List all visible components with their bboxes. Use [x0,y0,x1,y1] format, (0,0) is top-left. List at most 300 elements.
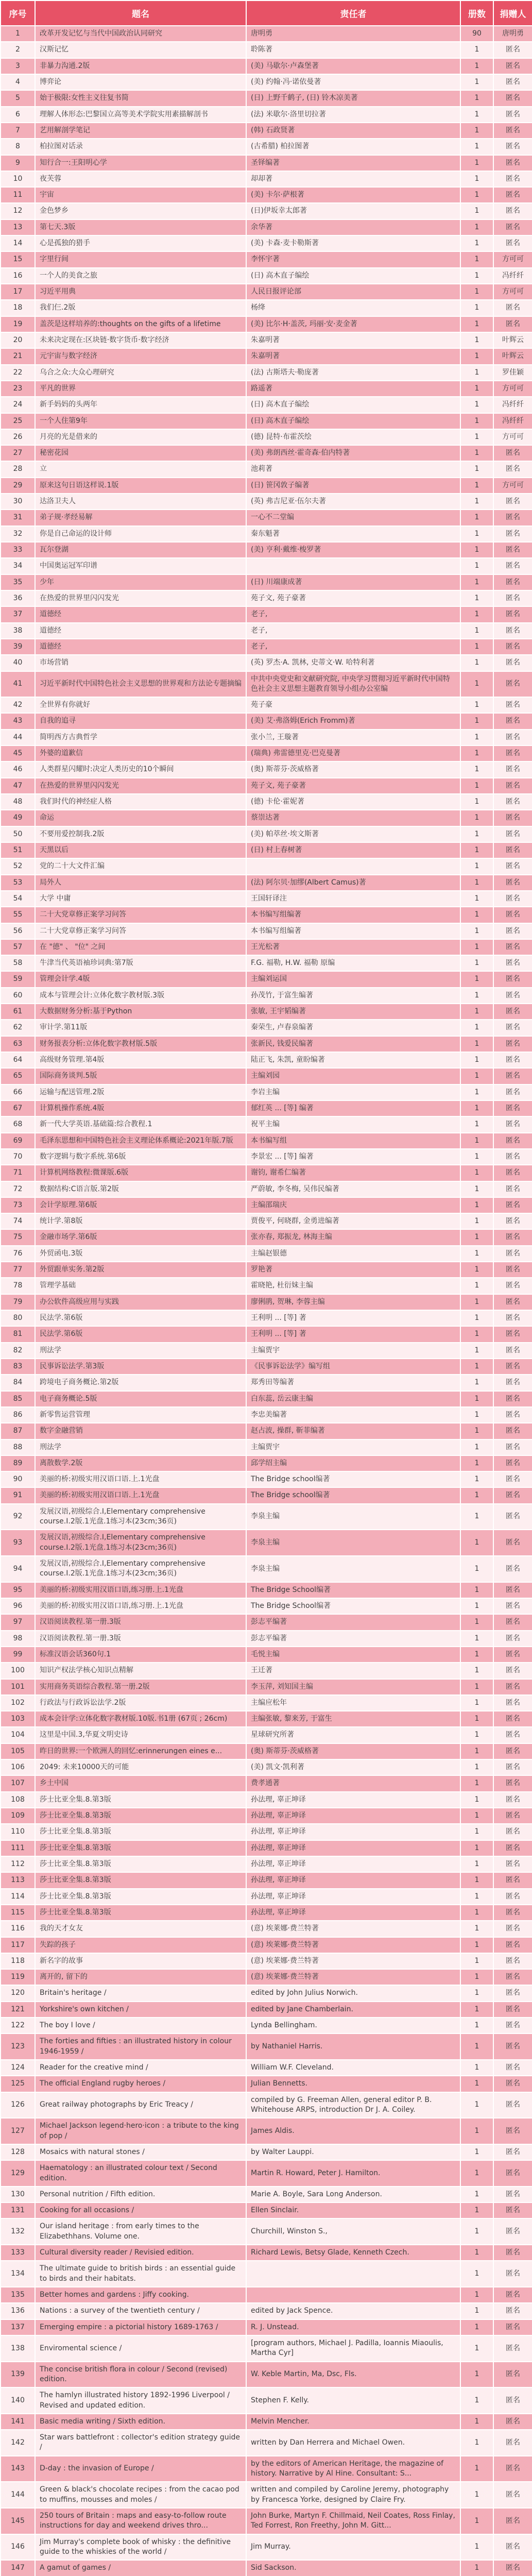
cell-copies: 1 [460,1792,493,1808]
cell-donor: 匿名 [493,1679,532,1695]
cell-copies: 1 [460,939,493,955]
cell-donor: 匿名 [493,1792,532,1808]
table-row [1,429,532,445]
cell-donor: 匿名 [493,2430,532,2456]
cell-author: Melvin Mencher. [246,2414,460,2430]
cell-copies: 1 [460,1068,493,1084]
cell-donor: 匿名 [493,2387,532,2414]
cell-title: 国际商务谈判.5版 [35,1068,246,1084]
cell-author: edited by Jane Chamberlain. [246,2002,460,2018]
cell-title: 达洛卫夫人 [35,494,246,510]
cell-title: Green & black's chocolate recipes : from the cacao pod to muffins, mousses and moles / [35,2482,246,2508]
cell-title: 二十大党章修正案学习问答 [35,907,246,923]
cell-author: James Aldis. [246,2118,460,2144]
table-row [1,1953,532,1969]
cell-author: 苑子文, 苑子豪著 [246,778,460,794]
cell-author: 孙法理, 辜正坤译 [246,1824,460,1840]
cell-seq: 30 [1,494,35,510]
cell-copies: 1 [460,332,493,348]
cell-title: The boy I love / [35,2018,246,2033]
cell-seq: 20 [1,332,35,348]
cell-donor: 匿名 [493,187,532,203]
cell-donor: 匿名 [493,2076,532,2092]
cell-title: 外婆的道歉信 [35,745,246,761]
table-row [1,348,532,364]
cell-donor: 匿名 [493,1921,532,1937]
cell-copies: 1 [460,2144,493,2160]
cell-author: Churchill, Winston S., [246,2218,460,2245]
cell-author: (美) 弗朗西丝·霍奇森·伯内特著 [246,445,460,461]
cell-author: 王光松著 [246,939,460,955]
cell-author: written by Dan Herrera and Michael Owen. [246,2430,460,2456]
cell-author: 朱嘉明著 [246,332,460,348]
cell-donor: 匿名 [493,1889,532,1905]
cell-author: The Bridge School编著 [246,1598,460,1614]
cell-donor: 匿名 [493,2218,532,2245]
cell-title: 发展汉语,初级综合.I,Elementary comprehensive course.Ⅰ.2版.1光盘.1练习本(23cm;36页) [35,1556,246,1582]
cell-seq: 139 [1,2362,35,2388]
cell-seq: 16 [1,268,35,284]
cell-seq: 19 [1,316,35,332]
cell-copies: 1 [460,2303,493,2319]
cell-donor: 匿名 [493,1213,532,1229]
cell-donor: 匿名 [493,1582,532,1598]
cell-seq: 42 [1,697,35,713]
cell-donor: 匿名 [493,2508,532,2534]
cell-donor: 匿名 [493,90,532,106]
cell-copies: 1 [460,1133,493,1149]
cell-donor: 匿名 [493,1294,532,1310]
cell-seq: 28 [1,461,35,477]
cell-seq: 89 [1,1455,35,1471]
cell-donor: 匿名 [493,461,532,477]
cell-donor: 匿名 [493,1310,532,1326]
cell-title: 美丽的桥:初级实用汉语口语,练习册.上.1光盘 [35,1598,246,1614]
cell-title: 新手妈妈的头两年 [35,397,246,413]
cell-author: Sid Sackson. [246,2560,460,2576]
cell-copies: 1 [460,907,493,923]
cell-seq: 102 [1,1695,35,1711]
cell-donor: 方可可 [493,429,532,445]
cell-author: 彭志平编著 [246,1614,460,1630]
cell-seq: 96 [1,1598,35,1614]
cell-copies: 1 [460,1711,493,1727]
table-row [1,2414,532,2430]
cell-title: 秘密花园 [35,445,246,461]
cell-author: 李忠美编著 [246,1407,460,1423]
cell-author: (奥) 斯蒂芬·茨威格著 [246,1743,460,1759]
cell-seq: 14 [1,235,35,251]
cell-author: (美) 卡尔·萨根著 [246,187,460,203]
cell-donor: 匿名 [493,2560,532,2576]
cell-donor: 匿名 [493,1759,532,1775]
cell-donor: 方可可 [493,251,532,267]
cell-author: 李景宏 ... [等] 编著 [246,1149,460,1165]
cell-copies: 1 [460,74,493,90]
cell-donor: 冯纤纤 [493,268,532,284]
table-row [1,1278,532,1294]
table-row [1,1582,532,1598]
table-row [1,1663,532,1679]
cell-seq: 6 [1,107,35,123]
cell-title: 乌合之众:大众心理研究 [35,365,246,381]
cell-donor: 冯纤纤 [493,413,532,429]
cell-author: 唐明勇 [246,26,460,42]
cell-title: 计算机操作系统.4版 [35,1100,246,1116]
cell-donor: 匿名 [493,1840,532,1856]
cell-copies: 1 [460,2430,493,2456]
table-row [1,171,532,187]
cell-author: (德) 卡伦·霍妮著 [246,794,460,810]
cell-title: 外贸跟单实务.第2版 [35,1262,246,1278]
cell-author: Marie A. Boyle, Sara Long Anderson. [246,2187,460,2202]
cell-donor: 匿名 [493,1439,532,1455]
cell-seq: 126 [1,2092,35,2119]
cell-donor: 匿名 [493,955,532,971]
cell-seq: 108 [1,1792,35,1808]
cell-copies: 1 [460,461,493,477]
cell-copies: 1 [460,1504,493,1530]
cell-author: (法) 米歇尔·洛里切拉著 [246,107,460,123]
cell-author: [program authors, Michael J. Padilla, Ioannis Miaoulis, Martha Cyr] [246,2335,460,2362]
cell-donor: 匿名 [493,58,532,74]
cell-donor: 匿名 [493,923,532,939]
cell-title: 跨境电子商务概论.第2版 [35,1375,246,1391]
header-row [1,1,532,26]
cell-title: Our island heritage : from early times to the Elizabethhans. Volume one. [35,2218,246,2245]
cell-author: 李岩主编 [246,1084,460,1100]
cell-donor: 匿名 [493,1631,532,1647]
cell-title: 博弈论 [35,74,246,90]
cell-author: (日) 川端康成著 [246,574,460,590]
table-row [1,1407,532,1423]
cell-donor: 匿名 [493,1455,532,1471]
cell-copies: 1 [460,697,493,713]
cell-copies: 1 [460,42,493,58]
table-row [1,542,532,558]
cell-copies: 1 [460,1582,493,1598]
table-row [1,1856,532,1872]
table-row [1,1471,532,1487]
cell-copies: 1 [460,139,493,155]
cell-donor: 匿名 [493,858,532,874]
cell-title: 知识产权法学核心知识点精解 [35,1663,246,1679]
cell-donor: 冯纤纤 [493,397,532,413]
cell-donor: 匿名 [493,2002,532,2018]
cell-copies: 1 [460,971,493,987]
cell-seq: 37 [1,606,35,622]
cell-copies: 1 [460,2218,493,2245]
cell-seq: 24 [1,397,35,413]
cell-donor: 匿名 [493,1133,532,1149]
cell-title: 柏拉图对话录 [35,139,246,155]
cell-seq: 66 [1,1084,35,1100]
cell-seq: 134 [1,2261,35,2287]
cell-title: 昨日的世界:一个欧洲人的回忆:erinnerungen eines e... [35,1743,246,1759]
cell-seq: 51 [1,842,35,858]
cell-copies: 1 [460,542,493,558]
table-row [1,381,532,397]
table-row [1,1294,532,1310]
cell-copies: 1 [460,1052,493,1068]
cell-title: Mosaics with natural stones / [35,2144,246,2160]
cell-donor: 匿名 [493,1727,532,1743]
cell-donor: 匿名 [493,1100,532,1116]
cell-donor: 匿名 [493,1181,532,1197]
cell-author: 《民事诉讼法学》编写组 [246,1359,460,1375]
cell-title: 大数据财务分析:基于Python [35,1004,246,1020]
cell-author: 一心不二堂编 [246,510,460,526]
cell-donor: 匿名 [493,316,532,332]
cell-donor: 匿名 [493,826,532,842]
cell-donor: 匿名 [493,1407,532,1423]
table-row [1,810,532,826]
cell-author: 圣铎编著 [246,155,460,171]
cell-copies: 1 [460,891,493,907]
cell-title: The official England rugby heroes / [35,2076,246,2092]
cell-copies: 1 [460,1775,493,1791]
cell-title: 莎士比亚全集.8.第3版 [35,1872,246,1888]
cell-title: 党的二十大文件汇编 [35,858,246,874]
cell-author: (意) 埃莱娜·费兰特著 [246,1921,460,1937]
cell-seq: 127 [1,2118,35,2144]
cell-title: 失踪的孩子 [35,1937,246,1953]
cell-copies: 1 [460,2414,493,2430]
cell-title: 平凡的世界 [35,381,246,397]
cell-title: 天黑以后 [35,842,246,858]
cell-donor: 匿名 [493,2362,532,2388]
cell-seq: 21 [1,348,35,364]
cell-author: 却却著 [246,171,460,187]
cell-copies: 1 [460,1743,493,1759]
cell-donor: 匿名 [493,1084,532,1100]
cell-copies: 1 [460,2060,493,2076]
cell-author: 老子, [246,606,460,622]
cell-author: (美) 凯文·凯利著 [246,1759,460,1775]
cell-title: 非暴力沟通.2版 [35,58,246,74]
cell-seq: 9 [1,155,35,171]
cell-title: 第七天.3版 [35,219,246,235]
cell-title: 行政法与行政诉讼法学.2版 [35,1695,246,1711]
cell-copies: 1 [460,1647,493,1663]
cell-copies: 1 [460,235,493,251]
cell-title: 发展汉语,初级综合.I,Elementary comprehensive course.Ⅰ.2版.1光盘.1练习本(23cm;36页) [35,1530,246,1556]
cell-title: The hamlyn illustrated history 1892-1996 Liverpool / Revised and updated edition. [35,2387,246,2414]
cell-copies: 1 [460,1197,493,1213]
cell-copies: 1 [460,1695,493,1711]
cell-title: 乡土中国 [35,1775,246,1791]
cell-title: 道德经 [35,606,246,622]
cell-donor: 匿名 [493,300,532,316]
cell-donor: 匿名 [493,1375,532,1391]
cell-author: 李泉主编 [246,1556,460,1582]
table-row [1,1116,532,1132]
table-row [1,1246,532,1262]
cell-author: (意) 埃莱娜·费兰特著 [246,1937,460,1953]
cell-author: 主编应松年 [246,1695,460,1711]
cell-author: Richard Lewis, Betsy Glade, Kenneth Czech. [246,2245,460,2261]
cell-copies: 1 [460,2033,493,2060]
cell-copies: 1 [460,2092,493,2119]
cell-author: (日) 上野千鹤子, (日) 铃木凉美著 [246,90,460,106]
cell-author: (古希腊) 柏拉图著 [246,139,460,155]
table-row [1,2202,532,2218]
table-row [1,90,532,106]
cell-copies: 1 [460,1840,493,1856]
table-row [1,478,532,494]
cell-donor: 匿名 [493,623,532,639]
cell-seq: 135 [1,2287,35,2303]
cell-author: Martin R. Howard, Peter J. Hamilton. [246,2160,460,2187]
table-row [1,2002,532,2018]
table-row [1,2482,532,2508]
cell-title: 莎士比亚全集.8.第3版 [35,1792,246,1808]
cell-seq: 84 [1,1375,35,1391]
cell-seq: 79 [1,1294,35,1310]
cell-title: 不要用爱控制我.2版 [35,826,246,842]
cell-seq: 145 [1,2508,35,2534]
table-row [1,1679,532,1695]
table-row [1,1229,532,1245]
cell-donor: 匿名 [493,810,532,826]
cell-author: 孙法理, 辜正坤译 [246,1856,460,1872]
cell-copies: 1 [460,1020,493,1036]
cell-seq: 68 [1,1116,35,1132]
cell-seq: 10 [1,171,35,187]
cell-copies: 1 [460,761,493,777]
cell-donor: 匿名 [493,939,532,955]
cell-copies: 1 [460,1165,493,1181]
cell-seq: 99 [1,1647,35,1663]
cell-donor: 匿名 [493,1487,532,1503]
cell-title: 未来决定现在:区块链·数字货币·数字经济 [35,332,246,348]
cell-title: 标准汉语会话360句.1 [35,1647,246,1663]
cell-donor: 匿名 [493,1824,532,1840]
cell-author: (美) 比尔·H·盖茨, 玛丽·安·麦金著 [246,316,460,332]
cell-title: 民法学.第6版 [35,1310,246,1326]
table-row [1,2387,532,2414]
table-row [1,697,532,713]
cell-copies: 1 [460,494,493,510]
cell-copies: 1 [460,1921,493,1937]
cell-author: 李泉主编 [246,1504,460,1530]
cell-seq: 4 [1,74,35,90]
cell-donor: 匿名 [493,235,532,251]
cell-title: 审计学.第11版 [35,1020,246,1036]
cell-seq: 129 [1,2160,35,2187]
table-row [1,1197,532,1213]
cell-donor: 匿名 [493,1262,532,1278]
cell-donor: 匿名 [493,558,532,574]
cell-copies: 1 [460,639,493,655]
table-row [1,875,532,891]
cell-donor: 叶辉云 [493,332,532,348]
cell-donor: 匿名 [493,1020,532,1036]
cell-seq: 106 [1,1759,35,1775]
cell-seq: 107 [1,1775,35,1791]
cell-donor: 匿名 [493,2018,532,2033]
cell-title: 成本会计学:立体化数字教材版.10版.书1册 (67页 ; 26cm) [35,1711,246,1727]
table-row [1,42,532,58]
cell-copies: 1 [460,2319,493,2335]
table-row [1,1455,532,1471]
cell-donor: 匿名 [493,671,532,698]
table-row [1,2335,532,2362]
cell-copies: 1 [460,2335,493,2362]
cell-seq: 43 [1,713,35,729]
table-row [1,1133,532,1149]
cell-seq: 117 [1,1937,35,1953]
cell-author: 主编赵银德 [246,1246,460,1262]
table-row [1,1487,532,1503]
cell-seq: 8 [1,139,35,155]
cell-title: 莎士比亚全集.8.第3版 [35,1889,246,1905]
cell-seq: 35 [1,574,35,590]
cell-donor: 匿名 [493,2303,532,2319]
cell-seq: 110 [1,1824,35,1840]
cell-title: 命运 [35,810,246,826]
cell-title: 一个人的美食之旅 [35,268,246,284]
cell-donor: 匿名 [493,1905,532,1921]
table-row [1,1343,532,1359]
cell-title: Cooking for all occasions / [35,2202,246,2218]
cell-copies: 1 [460,1471,493,1487]
table-row [1,907,532,923]
cell-copies: 1 [460,1116,493,1132]
cell-seq: 15 [1,251,35,267]
cell-title: 250 tours of Britain : maps and easy-to-follow route instructions for day and weekend drives thro... [35,2508,246,2534]
cell-author: 秦荣生, 卢春泉编著 [246,1020,460,1036]
cell-seq: 125 [1,2076,35,2092]
cell-donor: 匿名 [493,171,532,187]
cell-author: 杨绛 [246,300,460,316]
cell-donor: 匿名 [493,761,532,777]
cell-title: 这里是中国.3,华夏文明史诗 [35,1727,246,1743]
cell-author [246,2261,460,2287]
cell-title: 人类群星闪耀时:决定人类历史的10个瞬间 [35,761,246,777]
cell-seq: 122 [1,2018,35,2033]
cell-copies: 1 [460,1359,493,1375]
table-row [1,745,532,761]
cell-donor: 匿名 [493,842,532,858]
cell-title: 在热爱的世界里闪闪发光 [35,778,246,794]
cell-seq: 147 [1,2560,35,2576]
cell-copies: 1 [460,1937,493,1953]
cell-title: Cultural diversity reader / Revisied edition. [35,2245,246,2261]
cell-donor: 匿名 [493,1775,532,1791]
cell-copies: 1 [460,1407,493,1423]
cell-copies: 1 [460,2245,493,2261]
cell-title: 美丽的桥:初级实用汉语口语,练习册.上.1光盘 [35,1582,246,1598]
cell-donor: 匿名 [493,2144,532,2160]
table-row [1,2534,532,2561]
col-header-donor: 捐赠人 [493,1,532,26]
cell-copies: 1 [460,1614,493,1630]
cell-author: 白东蕊, 岳云康主编 [246,1391,460,1407]
cell-donor: 匿名 [493,2335,532,2362]
cell-donor: 匿名 [493,42,532,58]
cell-copies: 1 [460,123,493,139]
cell-author: 主编刘运国 [246,971,460,987]
cell-title: 民法学.第6版 [35,1326,246,1342]
table-row [1,2033,532,2060]
cell-author: W. Keble Martin, Ma, Dsc, Fls. [246,2362,460,2388]
cell-seq: 47 [1,778,35,794]
cell-copies: 1 [460,1310,493,1326]
cell-copies: 1 [460,2560,493,2576]
cell-seq: 1 [1,26,35,42]
cell-title: The ultimate guide to british birds : an essential guide to birds and their habitats. [35,2261,246,2287]
